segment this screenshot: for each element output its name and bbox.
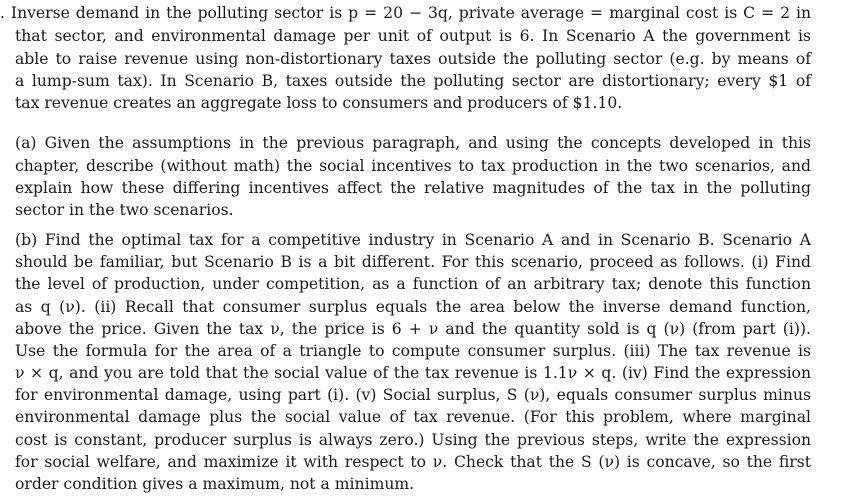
part-b-line: cost is constant, producer surplus is always zero.) Using the previous steps, write the expression <box>15 431 811 449</box>
part-b-line: the level of production, under competition, as a function of an arbitrary tax; denote this function <box>15 275 811 293</box>
part-a-line: explain how these differing incentives affect the relative magnitudes of the tax in the polluting <box>15 179 811 197</box>
intro-line: able to raise revenue using non-distortionary taxes outside the polluting sector (e.g. by means of <box>15 50 811 68</box>
intro-line: tax revenue creates an aggregate loss to consumers and producers of $1.10. <box>15 94 623 112</box>
part-b-line: for environmental damage, using part (i). (v) Social surplus, S (ν), equals consumer surplus minus <box>15 386 811 404</box>
part-a-line: chapter, describe (without math) the social incentives to tax production in the two scenarios, and <box>15 157 811 175</box>
part-a-line: sector in the two scenarios. <box>15 201 234 219</box>
part-b-line: Use the formula for the area of a triangle to compute consumer surplus. (iii) The tax revenue is <box>15 342 811 360</box>
intro-line: that sector, and environmental damage per unit of output is 6. In Scenario A the government is <box>15 27 811 45</box>
part-b-line: environmental damage plus the social value of tax revenue. (For this problem, where marginal <box>15 408 811 426</box>
intro-line: . Inverse demand in the polluting sector is p = 20 − 3q, private average = marginal cost is C = 2 in <box>0 4 811 22</box>
intro-line: a lump-sum tax). In Scenario B, taxes outside the polluting sector are distortionary; every $1 of <box>15 72 811 90</box>
part-a-line: (a) Given the assumptions in the previous paragraph, and using the concepts developed in this <box>15 134 811 152</box>
part-b-line: above the price. Given the tax ν, the price is 6 + ν and the quantity sold is q (ν) (from part (i)). <box>15 320 811 338</box>
part-b-line: should be familiar, but Scenario B is a bit different. For this scenario, proceed as follows. (i) Find <box>15 253 811 271</box>
part-b-line: ν × q, and you are told that the social value of the tax revenue is 1.1ν × q. (iv) Find the expression <box>15 364 811 382</box>
part-b-line: as q (ν). (ii) Recall that consumer surplus equals the area below the inverse demand function, <box>15 298 811 316</box>
part-b-line: order condition gives a maximum, not a minimum. <box>15 475 415 493</box>
part-b-line: for social welfare, and maximize it with respect to ν. Check that the S (ν) is concave, so the first <box>15 453 811 471</box>
part-b-line: (b) Find the optimal tax for a competitive industry in Scenario A and in Scenario B. Scenario A <box>15 231 811 249</box>
